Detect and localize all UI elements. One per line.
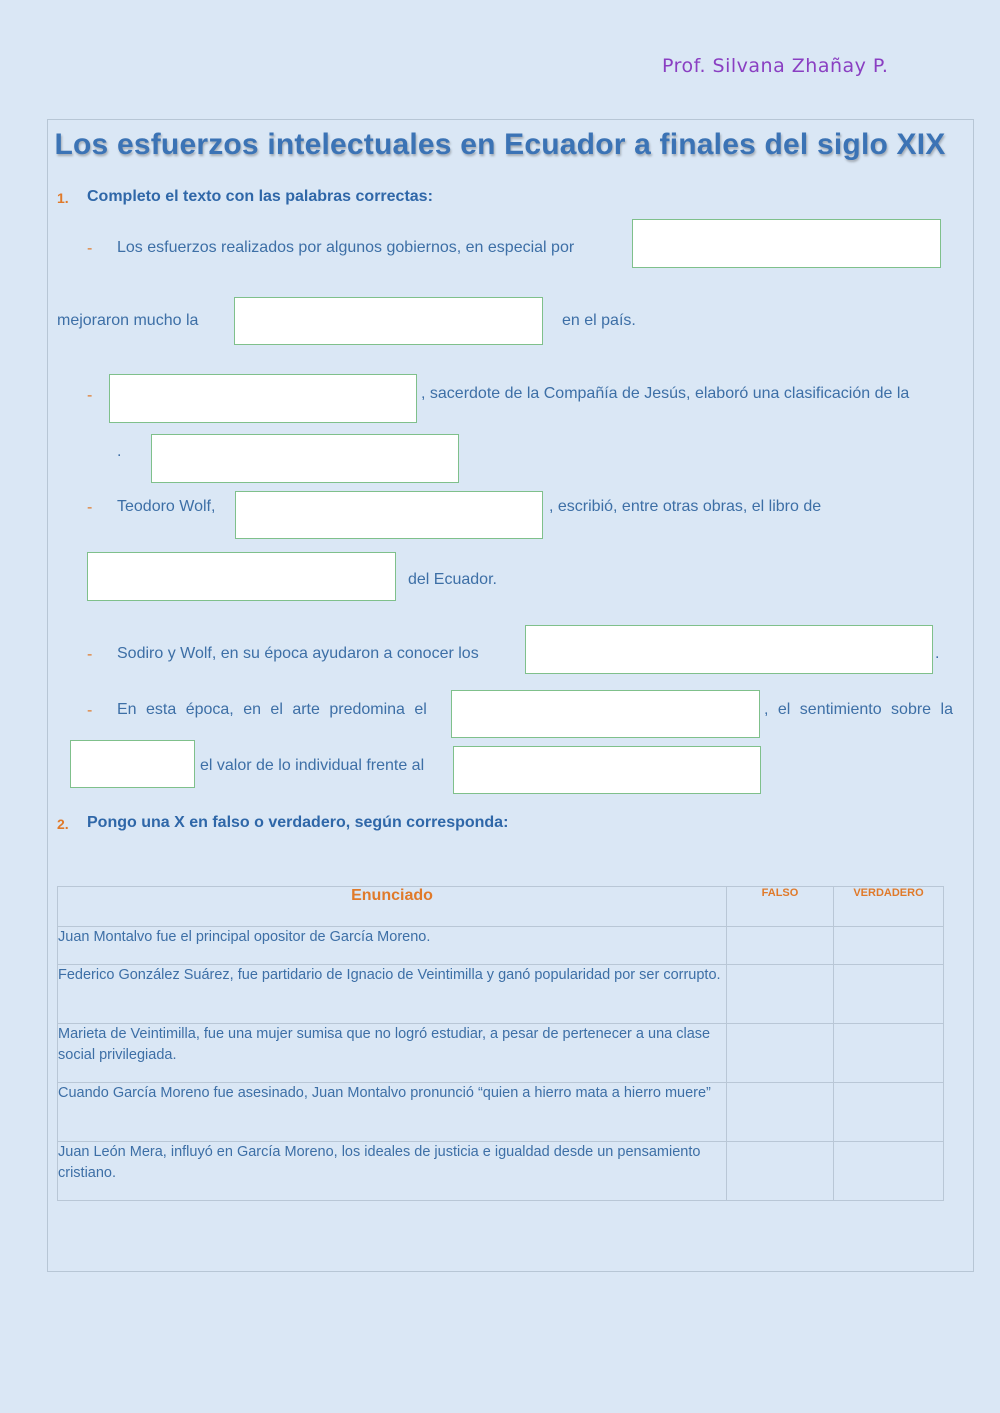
false-answer-cell[interactable] [727,1142,834,1201]
page-title: Los esfuerzos intelectuales en Ecuador a finales del siglo XIX [54,128,946,161]
blank-field-10[interactable] [453,746,761,794]
blank-field-8[interactable] [451,690,760,738]
false-answer-cell[interactable] [727,1083,834,1142]
table-row [58,965,944,1024]
column-header-false: FALSO [727,887,834,927]
blank-field-7[interactable] [525,625,933,674]
sentence-1-end: en el país. [562,312,636,329]
statement-cell: Federico González Suárez, fue partidario de Ignacio de Veintimilla y ganó popularidad por ser corrupto. [58,965,727,1024]
author-name: Prof. Silvana Zhañay P. [662,55,889,77]
sentence-3-middle: , escribió, entre otras obras, el libro de [549,498,822,515]
sentence-5-continuation: el valor de lo individual frente al [200,757,425,774]
sentence-4-text: Sodiro y Wolf, en su época ayudaron a conocer los [117,645,479,662]
true-answer-cell[interactable] [834,1083,944,1142]
table-row [58,1142,944,1201]
question-1-number: 1. [57,190,69,206]
sentence-4-period: . [935,645,940,662]
false-answer-cell[interactable] [727,1024,834,1083]
statement-cell: Marieta de Veintimilla, fue una mujer sumisa que no logró estudiar, a pesar de pertenecer a una clase social privilegiada. [58,1024,727,1083]
sentence-5-text: En esta época, en el arte predomina el [117,701,427,718]
blank-field-4[interactable] [151,434,459,483]
table-header-row [58,887,944,927]
statement-cell: Juan Montalvo fue el principal opositor de García Moreno. [58,927,727,965]
false-answer-cell[interactable] [727,927,834,965]
sentence-2-period: . [117,443,122,460]
sentence-5-middle: , el sentimiento sobre la [764,701,953,718]
column-header-true: VERDADERO [834,887,944,927]
sentence-3-end: del Ecuador. [408,571,497,588]
bullet-dash: - [87,702,93,719]
sentence-3-text: Teodoro Wolf, [117,498,216,515]
statement-cell: Cuando García Moreno fue asesinado, Juan Montalvo pronunció “quien a hierro mata a hierro muere” [58,1083,727,1142]
true-answer-cell[interactable] [834,965,944,1024]
sentence-1-text: Los esfuerzos realizados por algunos gobiernos, en especial por [117,239,575,256]
question-1-instruction: Completo el texto con las palabras correctas: [87,188,433,205]
statement-cell: Juan León Mera, influyó en García Moreno, los ideales de justicia e igualdad desde un pensamiento cristiano. [58,1142,727,1201]
blank-field-6[interactable] [87,552,396,601]
true-answer-cell[interactable] [834,927,944,965]
blank-field-3[interactable] [109,374,417,423]
table-row [58,1083,944,1142]
blank-field-2[interactable] [234,297,543,345]
blank-field-5[interactable] [235,491,543,539]
false-answer-cell[interactable] [727,965,834,1024]
sentence-1-continuation: mejoraron mucho la [57,312,199,329]
question-2-number: 2. [57,816,69,832]
question-2-instruction: Pongo una X en falso o verdadero, según corresponda: [87,814,509,831]
sentence-2-text: , sacerdote de la Compañía de Jesús, elaboró una clasificación de la [421,385,910,402]
column-header-statement: Enunciado [58,887,727,927]
bullet-dash: - [87,387,93,404]
bullet-dash: - [87,646,93,663]
table-row [58,927,944,965]
table-row [58,1024,944,1083]
bullet-dash: - [87,499,93,516]
blank-field-1[interactable] [632,219,941,268]
true-answer-cell[interactable] [834,1142,944,1201]
true-false-table [57,886,944,1201]
true-answer-cell[interactable] [834,1024,944,1083]
bullet-dash: - [87,240,93,257]
blank-field-9[interactable] [70,740,195,788]
